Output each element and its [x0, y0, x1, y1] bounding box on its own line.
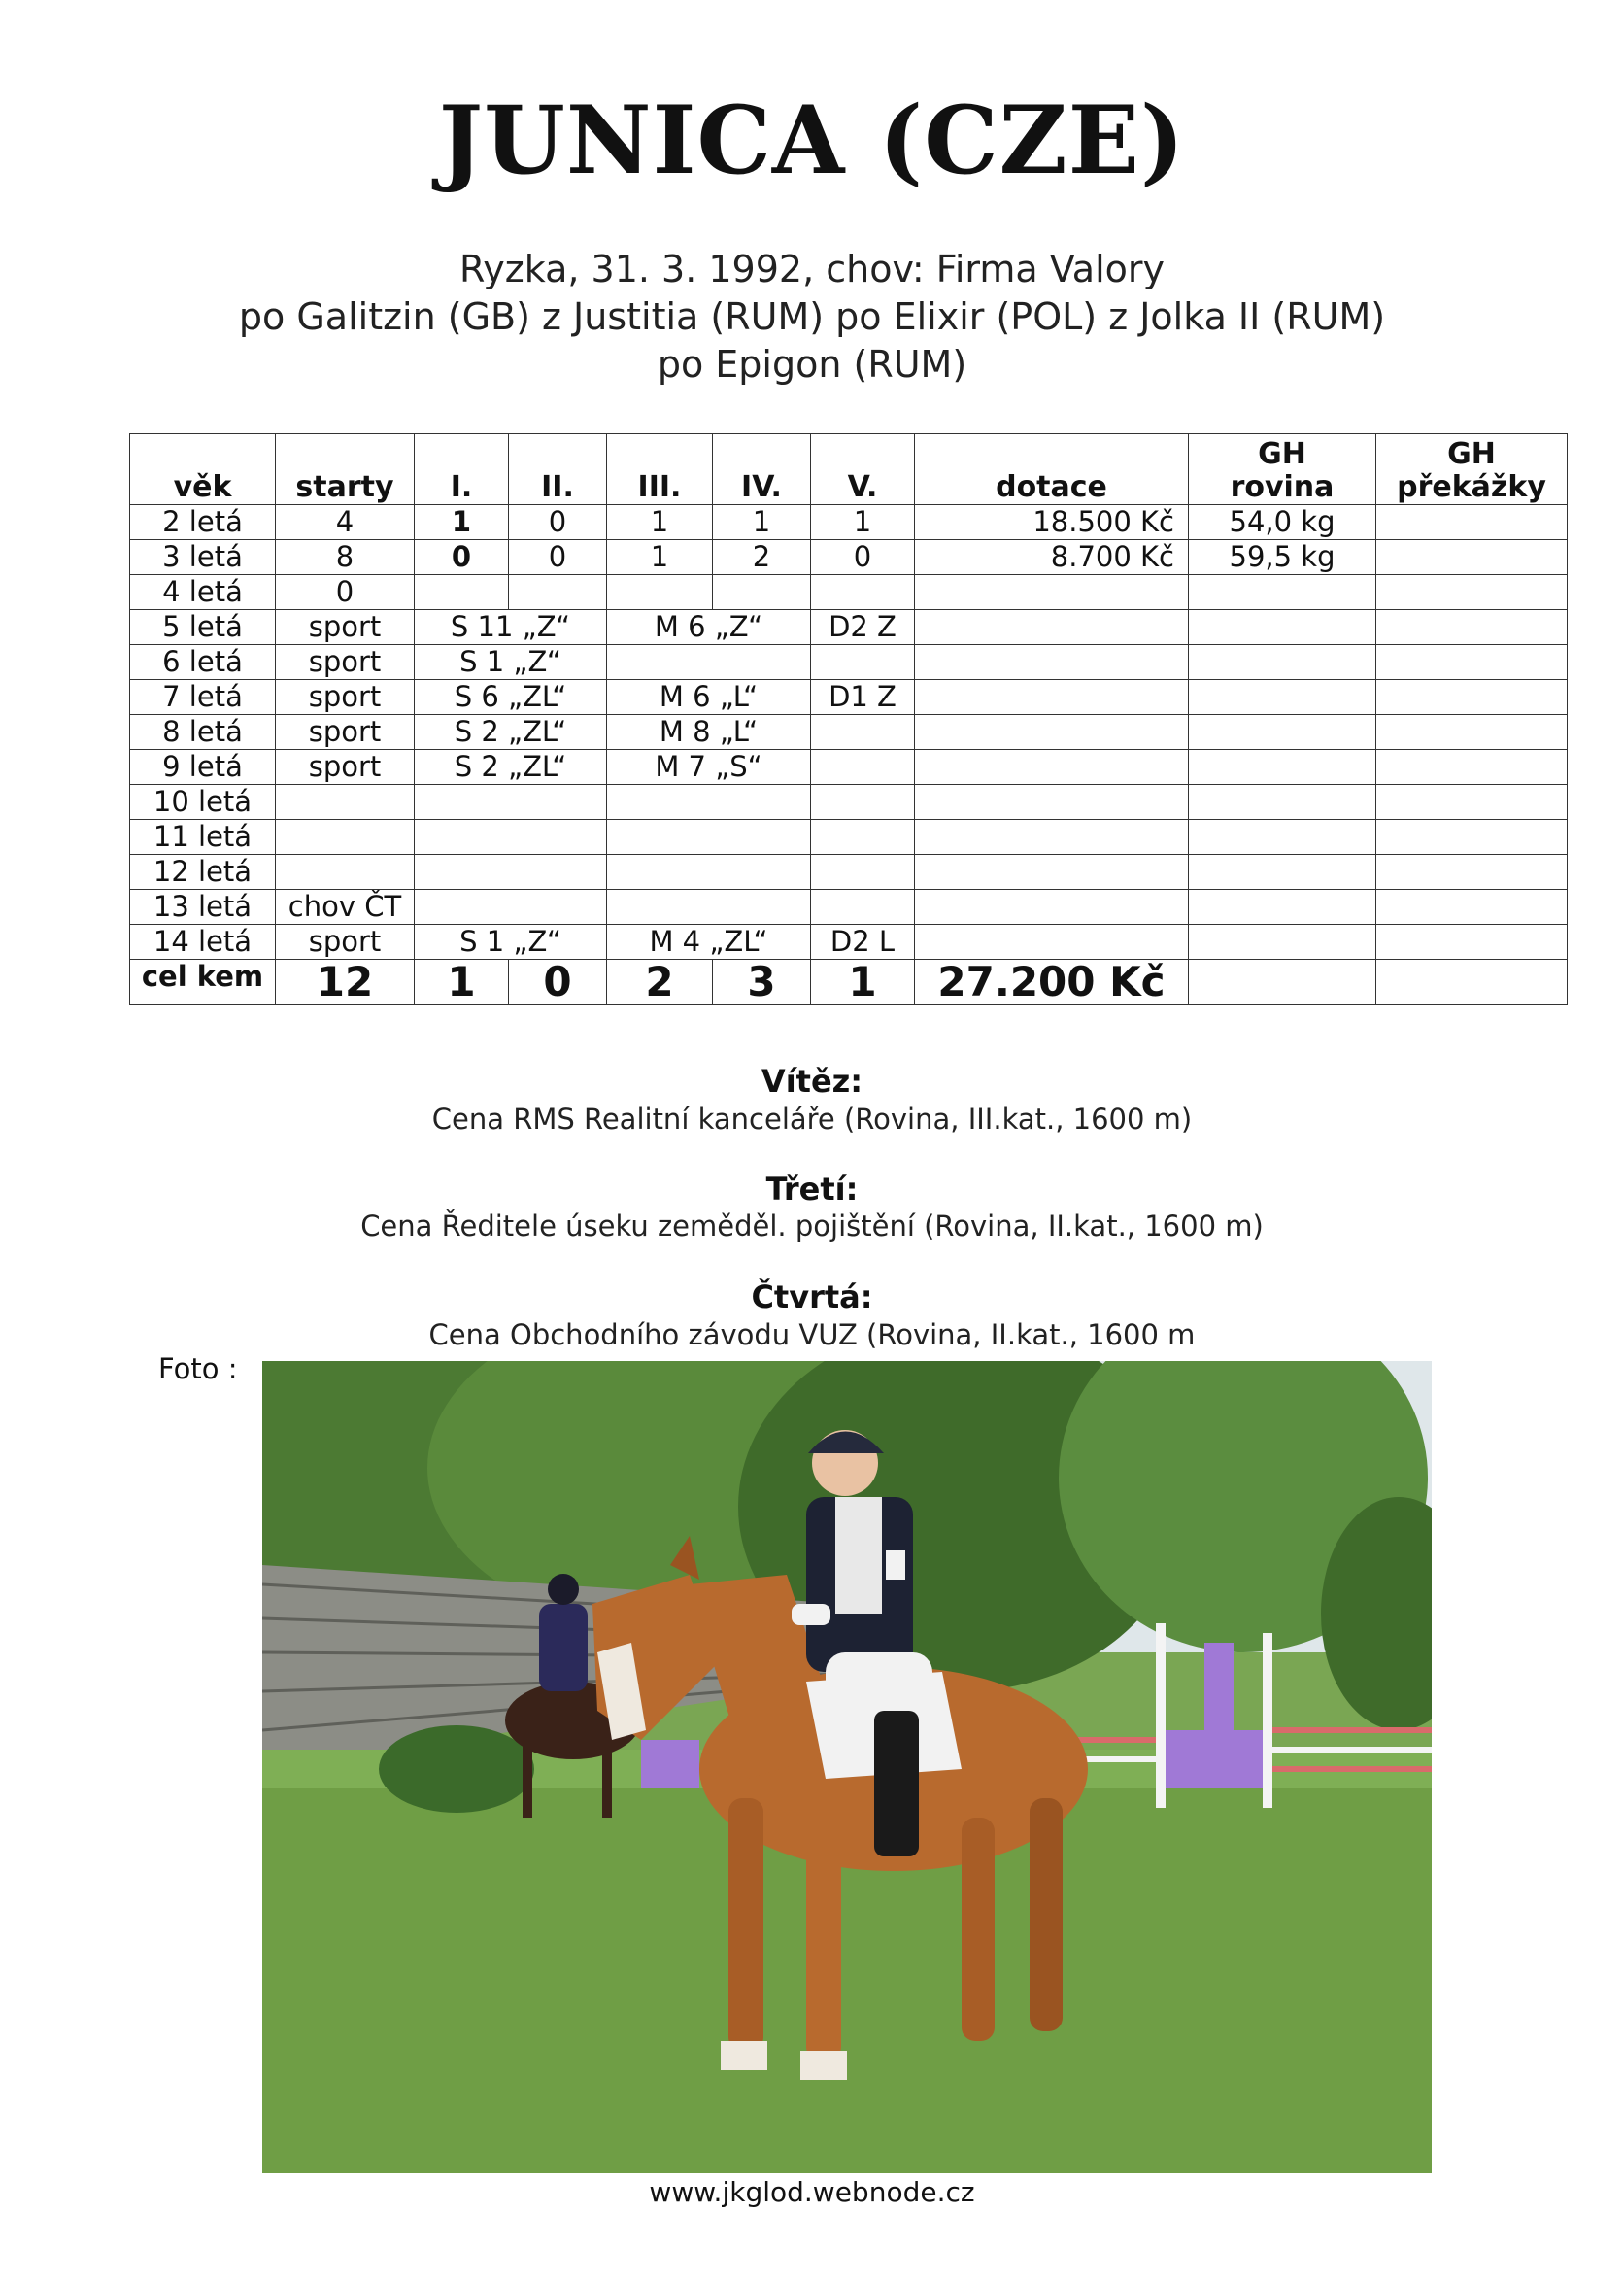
table-header-row: [130, 434, 1568, 505]
cell-sport-d: D2 L: [811, 925, 915, 960]
cell-gh-flat: [1189, 645, 1376, 680]
header-gh-obst-bottom: překážky: [1397, 470, 1546, 504]
horse-photo-illustration: [262, 1361, 1432, 2173]
cell-money: [915, 610, 1189, 645]
cell-gh-flat: [1189, 715, 1376, 750]
cell-money: [915, 855, 1189, 890]
cell-total-p1: 1: [415, 960, 509, 1005]
section-winner-text: Cena RMS Realitní kanceláře (Rovina, III.kat., 1600 m): [431, 1103, 1193, 1136]
cell-gh-obstacles: [1376, 855, 1568, 890]
cell-total-starts: 12: [276, 960, 415, 1005]
cell-money: [915, 715, 1189, 750]
section-third-text: Cena Ředitele úseku zeměděl. pojištění (Rovina, II.kat., 1600 m): [360, 1209, 1264, 1242]
cell-p3: 1: [607, 505, 713, 540]
table-row: [130, 925, 1568, 960]
cell-money: [915, 925, 1189, 960]
table-row: [130, 715, 1568, 750]
cell-sport-m: M 8 „L“: [607, 715, 811, 750]
header-starts: starty: [276, 434, 415, 505]
table-row: [130, 505, 1568, 540]
table-row: [130, 610, 1568, 645]
cell-gh-flat: [1189, 925, 1376, 960]
cell-age: 14 letá: [130, 925, 276, 960]
cell-sport-m: M 4 „ZL“: [607, 925, 811, 960]
cell-age: 5 letá: [130, 610, 276, 645]
cell-sport-d: [811, 750, 915, 785]
results-table: [129, 433, 1568, 1005]
cell-money: [915, 750, 1189, 785]
cell-sport-m: M 6 „Z“: [607, 610, 811, 645]
cell-gh-flat: [1189, 820, 1376, 855]
cell-sport-m: [607, 785, 811, 820]
cell-gh-obstacles: [1376, 925, 1568, 960]
cell-sport-d: [811, 855, 915, 890]
cell-p5: 1: [811, 505, 915, 540]
cell-sport-m: [607, 855, 811, 890]
cell-starts: 4: [276, 505, 415, 540]
table-row: [130, 540, 1568, 575]
cell-total-p3: 2: [607, 960, 713, 1005]
table-row: [130, 820, 1568, 855]
section-winner-heading: Vítěz:: [761, 1063, 863, 1100]
cell-sport-d: [811, 890, 915, 925]
section-fourth-heading: Čtvrtá:: [751, 1278, 873, 1315]
header-gh-obst-top: GH: [1447, 437, 1496, 471]
cell-sport-d: [811, 820, 915, 855]
header-money: dotace: [915, 434, 1189, 505]
cell-gh-flat: [1189, 890, 1376, 925]
page-title: JUNICA (CZE): [438, 85, 1186, 195]
table-row: [130, 750, 1568, 785]
cell-money: 18.500 Kč: [915, 505, 1189, 540]
cell-gh-flat: [1189, 575, 1376, 610]
cell-gh-obstacles: [1376, 890, 1568, 925]
cell-starts: sport: [276, 645, 415, 680]
section-fourth-text: Cena Obchodního závodu VUZ (Rovina, II.kat., 1600 m: [428, 1318, 1196, 1351]
cell-sport-m: [607, 890, 811, 925]
header-place-4: IV.: [713, 434, 811, 505]
table-row: [130, 645, 1568, 680]
cell-money: [915, 680, 1189, 715]
cell-total-p2: 0: [509, 960, 607, 1005]
cell-age: 11 letá: [130, 820, 276, 855]
cell-p5: 0: [811, 540, 915, 575]
cell-sport-m: M 6 „L“: [607, 680, 811, 715]
cell-p1: 0: [415, 540, 509, 575]
header-place-2: II.: [509, 434, 607, 505]
cell-gh-flat: [1189, 855, 1376, 890]
cell-p4: 2: [713, 540, 811, 575]
cell-age: 3 letá: [130, 540, 276, 575]
cell-sport-s: [415, 820, 607, 855]
cell-money: 8.700 Kč: [915, 540, 1189, 575]
cell-age: 7 letá: [130, 680, 276, 715]
cell-starts: [276, 855, 415, 890]
table-row: [130, 680, 1568, 715]
section-third-heading: Třetí:: [765, 1171, 859, 1208]
cell-sport-d: [811, 645, 915, 680]
subtitle-line-1: Ryzka, 31. 3. 1992, chov: Firma Valory: [458, 248, 1165, 290]
cell-age: 13 letá: [130, 890, 276, 925]
table-row: [130, 785, 1568, 820]
cell-gh-flat: 59,5 kg: [1189, 540, 1376, 575]
cell-gh-obstacles: [1376, 750, 1568, 785]
cell-sport-d: [811, 715, 915, 750]
cell-age: 8 letá: [130, 715, 276, 750]
cell-sport-m: M 7 „S“: [607, 750, 811, 785]
cell-sport-s: S 2 „ZL“: [415, 715, 607, 750]
cell-money: [915, 820, 1189, 855]
cell-total-money: 27.200 Kč: [915, 960, 1189, 1005]
table-row: [130, 855, 1568, 890]
header-gh-flat-top: GH: [1258, 437, 1306, 471]
cell-money: [915, 890, 1189, 925]
cell-gh-obstacles: [1376, 680, 1568, 715]
cell-starts: chov ČT: [276, 890, 415, 925]
cell-total-p5: 1: [811, 960, 915, 1005]
cell-sport-s: S 11 „Z“: [415, 610, 607, 645]
header-gh-flat-bottom: rovina: [1230, 470, 1335, 504]
cell-starts: sport: [276, 715, 415, 750]
cell-sport-d: D2 Z: [811, 610, 915, 645]
header-gh-obstacles: [1376, 434, 1568, 505]
cell-gh-obstacles: [1376, 505, 1568, 540]
subtitle-line-3: po Epigon (RUM): [657, 343, 967, 386]
cell-gh-flat: 54,0 kg: [1189, 505, 1376, 540]
cell-sport-s: [415, 890, 607, 925]
cell-p2: 0: [509, 540, 607, 575]
header-place-3: III.: [607, 434, 713, 505]
cell-sport-d: D1 Z: [811, 680, 915, 715]
subtitle-line-2: po Galitzin (GB) z Justitia (RUM) po Elixir (POL) z Jolka II (RUM): [238, 295, 1386, 338]
cell-starts: sport: [276, 610, 415, 645]
cell-sport-s: S 6 „ZL“: [415, 680, 607, 715]
cell-gh-obstacles: [1376, 645, 1568, 680]
cell-gh-flat: [1189, 750, 1376, 785]
header-age: věk: [130, 434, 276, 505]
table-row: [130, 890, 1568, 925]
cell-age: 6 letá: [130, 645, 276, 680]
header-place-1: I.: [415, 434, 509, 505]
cell-sport-s: [415, 855, 607, 890]
foto-label: Foto :: [158, 1352, 238, 1385]
cell-money: [915, 575, 1189, 610]
cell-p5: [811, 575, 915, 610]
table-row: [130, 575, 1568, 610]
cell-p4: 1: [713, 505, 811, 540]
cell-sport-d: [811, 785, 915, 820]
cell-starts: sport: [276, 750, 415, 785]
cell-total-p4: 3: [713, 960, 811, 1005]
cell-age: 2 letá: [130, 505, 276, 540]
cell-p4: [713, 575, 811, 610]
cell-gh-obstacles: [1376, 575, 1568, 610]
cell-p1: [415, 575, 509, 610]
cell-money: [915, 645, 1189, 680]
cell-gh-flat: [1189, 785, 1376, 820]
cell-gh-obstacles: [1376, 610, 1568, 645]
cell-gh-flat: [1189, 680, 1376, 715]
cell-starts: 8: [276, 540, 415, 575]
cell-gh-obstacles: [1376, 715, 1568, 750]
cell-age: 12 letá: [130, 855, 276, 890]
cell-total-label: cel kem: [130, 960, 276, 1005]
cell-sport-s: S 1 „Z“: [415, 925, 607, 960]
cell-age: 10 letá: [130, 785, 276, 820]
cell-total-gh-flat: [1189, 960, 1376, 1005]
header-gh-flat: [1189, 434, 1376, 505]
cell-starts: sport: [276, 925, 415, 960]
cell-age: 9 letá: [130, 750, 276, 785]
cell-p3: [607, 575, 713, 610]
cell-p2: [509, 575, 607, 610]
cell-gh-flat: [1189, 610, 1376, 645]
cell-starts: sport: [276, 680, 415, 715]
cell-p3: 1: [607, 540, 713, 575]
cell-starts: [276, 785, 415, 820]
cell-p2: 0: [509, 505, 607, 540]
cell-sport-s: S 1 „Z“: [415, 645, 607, 680]
cell-sport-m: [607, 820, 811, 855]
cell-gh-obstacles: [1376, 785, 1568, 820]
cell-total-gh-obstacles: [1376, 960, 1568, 1005]
cell-gh-obstacles: [1376, 540, 1568, 575]
cell-starts: 0: [276, 575, 415, 610]
cell-gh-obstacles: [1376, 820, 1568, 855]
cell-starts: [276, 820, 415, 855]
cell-sport-s: S 2 „ZL“: [415, 750, 607, 785]
cell-sport-m: [607, 645, 811, 680]
horse-photo: [262, 1361, 1432, 2173]
table-total-row: [130, 960, 1568, 1005]
cell-sport-s: [415, 785, 607, 820]
cell-money: [915, 785, 1189, 820]
header-place-5: V.: [811, 434, 915, 505]
cell-age: 4 letá: [130, 575, 276, 610]
cell-p1: 1: [415, 505, 509, 540]
footer-url[interactable]: www.jkglod.webnode.cz: [649, 2176, 975, 2208]
